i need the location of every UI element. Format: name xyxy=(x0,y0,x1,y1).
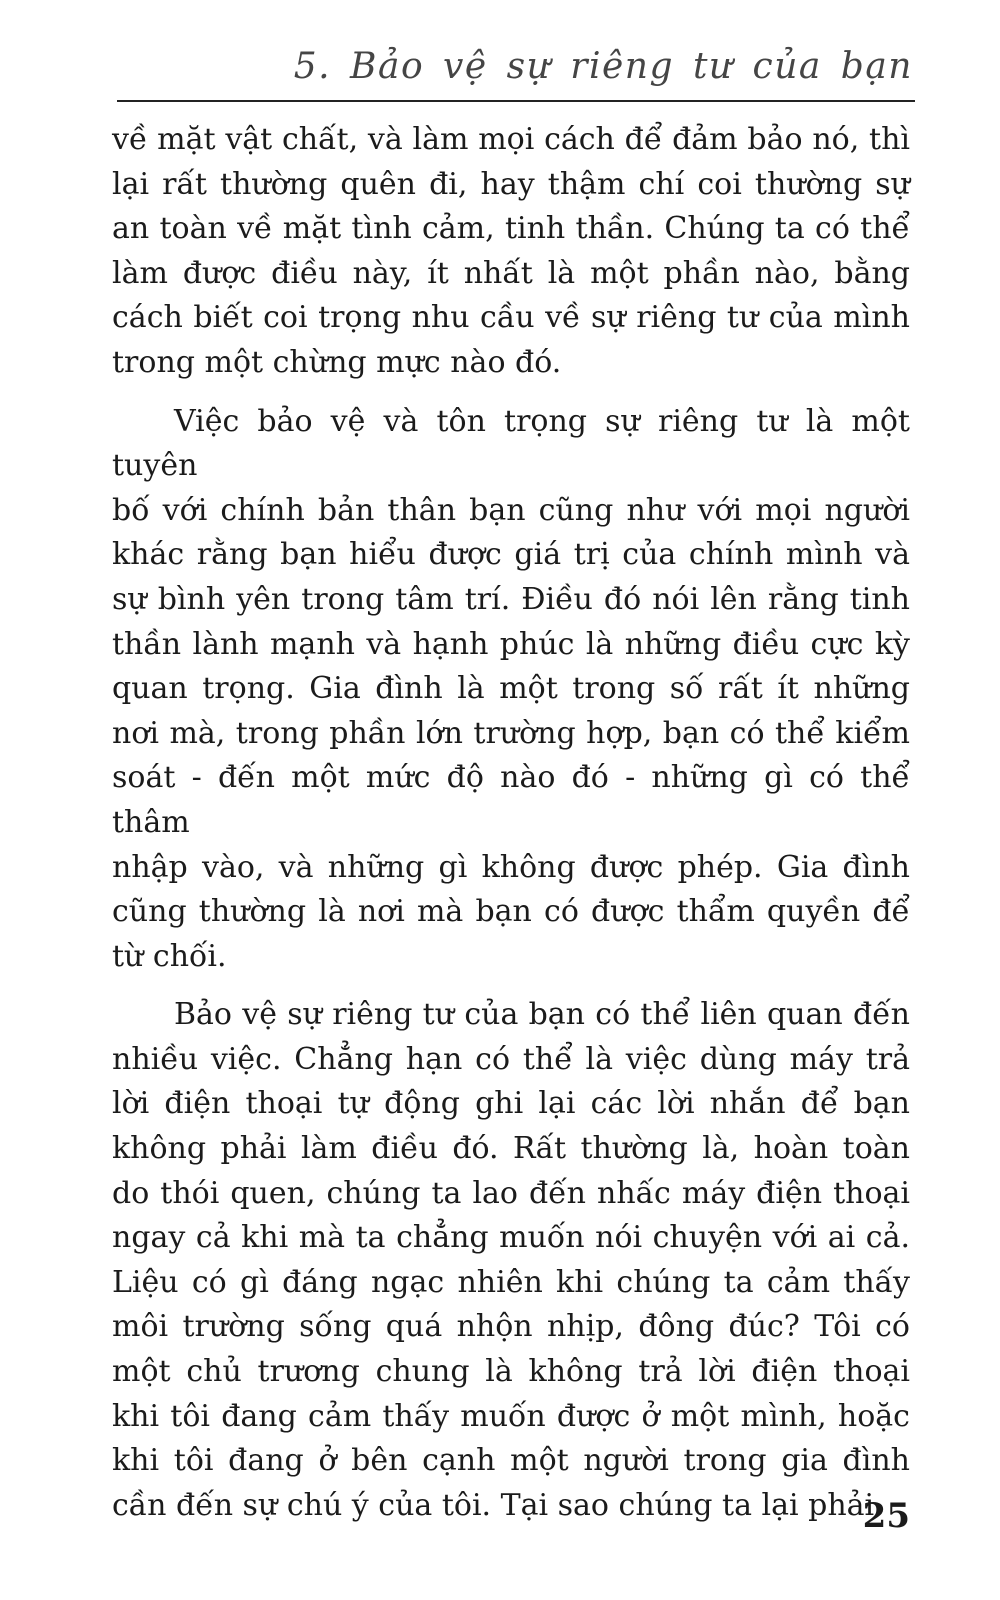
text-line: về mặt vật chất, và làm mọi cách để đảm bảo nó, thì xyxy=(112,122,910,157)
text-line: nơi mà, trong phần lớn trường hợp, bạn có thể kiểm xyxy=(112,715,910,751)
text-line: khi tôi đang ở bên cạnh một người trong gia đình xyxy=(112,1443,910,1479)
text-line: do thói quen, chúng ta lao đến nhấc máy điện thoại xyxy=(112,1175,910,1211)
text-line: ngay cả khi mà ta chẳng muốn nói chuyện với ai cả. xyxy=(112,1220,910,1256)
text-line: lời điện thoại tự động ghi lại các lời nhắn để bạn xyxy=(112,1086,910,1122)
text-line: từ chối. xyxy=(112,938,227,974)
text-line: khác rằng bạn hiểu được giá trị của chính mình và xyxy=(112,537,910,573)
paragraph xyxy=(112,400,910,980)
text-line: trong một chừng mực nào đó. xyxy=(112,344,562,380)
text-line: Bảo vệ sự riêng tư của bạn có thể liên quan đến xyxy=(174,997,910,1033)
text-line: nhiều việc. Chẳng hạn có thể là việc dùng máy trả xyxy=(112,1041,910,1077)
header-rule xyxy=(117,100,915,102)
text-line: Việc bảo vệ và tôn trọng sự riêng tư là một tuyên xyxy=(112,403,910,484)
text-line: cũng thường là nơi mà bạn có được thẩm quyền để xyxy=(112,894,910,930)
text-line: Liệu có gì đáng ngạc nhiên khi chúng ta cảm thấy xyxy=(112,1264,910,1300)
text-line: không phải làm điều đó. Rất thường là, hoàn toàn xyxy=(112,1131,910,1167)
running-header-chapter-title: 5. Bảo vệ sự riêng tư của bạn xyxy=(293,46,913,87)
text-line: cần đến sự chú ý của tôi. Tại sao chúng ta lại phải xyxy=(112,1487,875,1523)
page-number: 25 xyxy=(862,1496,910,1536)
body-text xyxy=(112,118,910,1528)
text-line: soát - đến một mức độ nào đó - những gì có thể thâm xyxy=(112,760,910,840)
text-line: bố với chính bản thân bạn cũng như với mọi người xyxy=(112,492,910,528)
text-line: sự bình yên trong tâm trí. Điều đó nói lên rằng tinh xyxy=(112,581,910,617)
text-line: lại rất thường quên đi, hay thậm chí coi thường sự xyxy=(112,166,910,202)
text-line: an toàn về mặt tình cảm, tinh thần. Chúng ta có thể xyxy=(112,211,910,247)
text-line: khi tôi đang cảm thấy muốn được ở một mình, hoặc xyxy=(112,1398,910,1434)
paragraph xyxy=(112,993,910,1528)
text-line: nhập vào, và những gì không được phép. Gia đình xyxy=(112,849,910,885)
text-line: làm được điều này, ít nhất là một phần nào, bằng xyxy=(112,255,910,291)
text-line: quan trọng. Gia đình là một trong số rất ít những xyxy=(112,671,910,707)
paragraph xyxy=(112,118,910,386)
text-line: cách biết coi trọng nhu cầu về sự riêng tư của mình xyxy=(112,300,910,336)
text-line: thần lành mạnh và hạnh phúc là những điều cực kỳ xyxy=(112,626,910,662)
text-line: môi trường sống quá nhộn nhịp, đông đúc? Tôi có xyxy=(112,1309,910,1345)
text-line: một chủ trương chung là không trả lời điện thoại xyxy=(112,1354,910,1390)
